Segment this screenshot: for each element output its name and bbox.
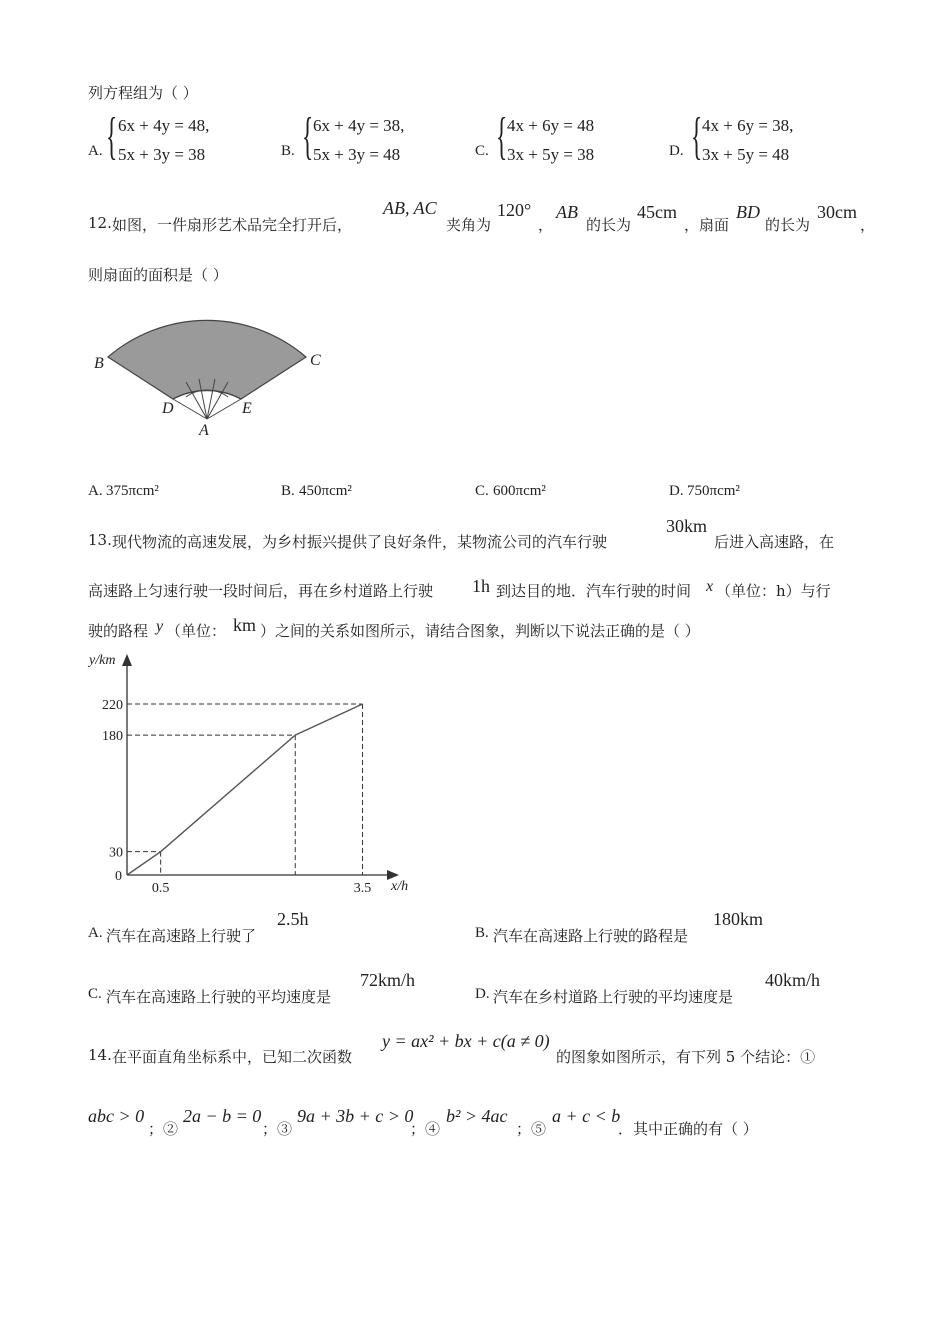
equation-1: 6x + 4y = 38, bbox=[313, 116, 405, 135]
y-axis-arrow bbox=[122, 654, 132, 666]
option-label: C. bbox=[475, 483, 489, 499]
conclusion-4: b² > 4ac bbox=[446, 1106, 508, 1126]
option-math: 72km/h bbox=[360, 970, 416, 990]
y-tick-label: 180 bbox=[102, 729, 123, 745]
text: ；④ bbox=[410, 1120, 441, 1138]
text: 在平面直角坐标系中，已知二次函数 bbox=[112, 1048, 353, 1066]
fan-figure bbox=[85, 295, 345, 445]
y-tick-label: 220 bbox=[102, 697, 123, 713]
conclusion-5: a + c < b bbox=[552, 1106, 621, 1126]
option-value: 375πcm² bbox=[106, 483, 159, 499]
math: x bbox=[706, 578, 714, 595]
option-math: 2.5h bbox=[277, 909, 309, 929]
x-tick-label: 3.5 bbox=[353, 881, 372, 896]
text: ；③ bbox=[262, 1120, 293, 1138]
option-label: B. bbox=[475, 925, 489, 941]
math: 30cm bbox=[817, 202, 857, 222]
equation-2: 5x + 3y = 48 bbox=[313, 145, 401, 164]
option-label: C. bbox=[88, 986, 102, 1002]
x-tick-label: 0.5 bbox=[151, 881, 170, 896]
y-tick-label: 30 bbox=[109, 845, 123, 861]
text: 如图，一件扇形艺术品完全打开后， bbox=[112, 216, 353, 234]
text: ；⑤ bbox=[516, 1120, 547, 1138]
q12-stem-line2: 则扇面的面积是（ ） bbox=[88, 266, 228, 284]
option-label: A. bbox=[88, 925, 103, 941]
option-math: 40km/h bbox=[765, 970, 821, 990]
text: 到达目的地．汽车行驶的时间 bbox=[496, 582, 692, 600]
conclusion-1: abc > 0 bbox=[88, 1106, 145, 1126]
text: 驶的路程 bbox=[88, 622, 149, 640]
math: 1h bbox=[472, 576, 490, 596]
q11-stem: 列方程组为（ ） bbox=[88, 84, 198, 102]
option-value: 600πcm² bbox=[493, 483, 546, 499]
series-line bbox=[127, 704, 363, 875]
math: km bbox=[233, 615, 257, 635]
math: 120° bbox=[497, 200, 532, 220]
text: 的图象如图所示，有下列 5 个结论：① bbox=[556, 1048, 816, 1066]
option-label: D. bbox=[669, 143, 684, 159]
text: ，扇面 bbox=[684, 216, 730, 234]
option-value: 750πcm² bbox=[687, 483, 740, 499]
text: ， bbox=[860, 216, 876, 234]
text: ．其中正确的有（ ） bbox=[618, 1120, 758, 1138]
math: AB, AC bbox=[383, 198, 437, 218]
text: ）之间的关系如图所示，请结合图象，判断以下说法正确的是（ ） bbox=[260, 622, 700, 640]
option-value: 450πcm² bbox=[299, 483, 352, 499]
brace: { bbox=[496, 108, 508, 165]
distance-time-chart bbox=[85, 648, 425, 896]
equation-1: 4x + 6y = 38, bbox=[702, 116, 794, 135]
option-text: 汽车在高速路上行驶了 bbox=[106, 927, 257, 945]
equation-1: 4x + 6y = 48 bbox=[507, 116, 595, 135]
option-math: 180km bbox=[713, 909, 764, 929]
y-axis-label: y/km bbox=[89, 653, 116, 668]
math: 45cm bbox=[637, 202, 677, 222]
question-number: 12. bbox=[88, 214, 112, 232]
option-label: B. bbox=[281, 483, 295, 499]
question-number: 13. bbox=[88, 531, 112, 549]
origin-label: 0 bbox=[115, 869, 122, 884]
question-number: 14. bbox=[88, 1046, 112, 1064]
option-label: B. bbox=[281, 143, 295, 159]
equation-2: 3x + 5y = 48 bbox=[702, 145, 790, 164]
option-label: C. bbox=[475, 143, 489, 159]
fan-surface bbox=[108, 320, 306, 399]
text: ， bbox=[538, 216, 554, 234]
conclusion-2: 2a − b = 0 bbox=[183, 1106, 262, 1126]
conclusion-3: 9a + 3b + c > 0 bbox=[297, 1106, 414, 1126]
text: （单位： bbox=[166, 622, 227, 640]
function-math: y = ax² + bx + c(a ≠ 0) bbox=[382, 1031, 550, 1051]
option-label: D. bbox=[475, 986, 490, 1002]
text: ；② bbox=[148, 1120, 179, 1138]
text: 后进入高速路，在 bbox=[714, 533, 835, 551]
math: AB bbox=[556, 202, 578, 222]
text: 高速路上匀速行驶一段时间后，再在乡村道路上行驶 bbox=[88, 582, 434, 600]
label-b: B bbox=[94, 355, 104, 372]
equation-2: 5x + 3y = 38 bbox=[118, 145, 206, 164]
equation-1: 6x + 4y = 48, bbox=[118, 116, 210, 135]
text: 的长为 bbox=[586, 216, 632, 234]
equation-2: 3x + 5y = 38 bbox=[507, 145, 595, 164]
text: （单位：h）与行 bbox=[716, 582, 831, 600]
text: 现代物流的高速发展，为乡村振兴提供了良好条件，某物流公司的汽车行驶 bbox=[112, 533, 608, 551]
option-text: 汽车在乡村道路上行驶的平均速度是 bbox=[493, 988, 734, 1006]
option-label: A. bbox=[88, 143, 103, 159]
label-a: A bbox=[199, 422, 209, 439]
rib bbox=[207, 399, 241, 419]
label-c: C bbox=[310, 352, 321, 369]
brace: { bbox=[106, 108, 118, 165]
x-axis-label: x/h bbox=[391, 879, 409, 894]
brace: { bbox=[691, 108, 703, 165]
label-d: D bbox=[162, 400, 174, 417]
option-text: 汽车在高速路上行驶的平均速度是 bbox=[106, 988, 332, 1006]
option-text: 汽车在高速路上行驶的路程是 bbox=[493, 927, 689, 945]
option-label: D. bbox=[669, 483, 684, 499]
brace: { bbox=[302, 108, 314, 165]
text: 的长为 bbox=[765, 216, 811, 234]
label-e: E bbox=[242, 400, 252, 417]
rib bbox=[173, 399, 207, 419]
option-label: A. bbox=[88, 483, 103, 499]
text: 夹角为 bbox=[446, 216, 492, 234]
math: 30km bbox=[666, 516, 708, 536]
math: BD bbox=[736, 202, 760, 222]
math: y bbox=[156, 618, 164, 635]
